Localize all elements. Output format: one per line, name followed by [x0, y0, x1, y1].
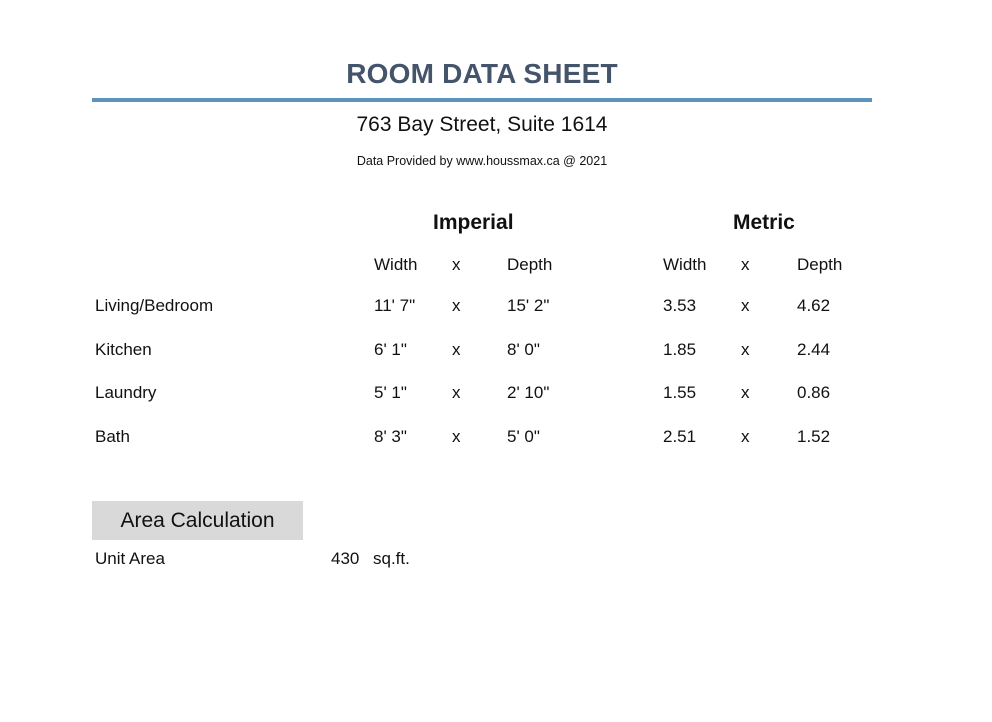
imperial-width: 11' 7": [374, 296, 416, 315]
imperial-heading: Imperial: [433, 211, 514, 234]
imperial-depth: 15' 2": [507, 296, 550, 315]
metric-times: x: [741, 383, 750, 402]
metric-width-header: Width: [663, 255, 707, 274]
metric-times: x: [741, 296, 750, 315]
unit-area-unit: sq.ft.: [373, 549, 410, 568]
page-title: ROOM DATA SHEET: [346, 58, 618, 89]
unit-area-label: Unit Area: [95, 549, 165, 568]
metric-heading: Metric: [733, 211, 795, 234]
imperial-depth: 2' 10": [507, 383, 550, 402]
imperial-times-header: x: [452, 255, 461, 274]
imperial-times: x: [452, 340, 461, 359]
imperial-depth: 8' 0": [507, 340, 540, 359]
data-provider-note: Data Provided by www.houssmax.ca @ 2021: [356, 154, 608, 168]
metric-depth: 2.44: [797, 340, 831, 359]
metric-depth-header: Depth: [797, 255, 843, 274]
imperial-times: x: [452, 296, 461, 315]
room-name: Laundry: [95, 383, 157, 402]
metric-depth: 0.86: [797, 383, 831, 402]
title-divider: [92, 98, 872, 102]
metric-width: 1.55: [663, 383, 697, 402]
room-name: Kitchen: [95, 340, 152, 359]
room-name: Bath: [95, 427, 130, 446]
unit-area-value: 430: [331, 549, 360, 568]
address: 763 Bay Street, Suite 1614: [356, 113, 608, 136]
metric-width: 3.53: [663, 296, 697, 315]
imperial-depth: 5' 0": [507, 427, 540, 446]
area-calculation-heading: Area Calculation: [92, 501, 303, 540]
metric-width: 1.85: [663, 340, 697, 359]
imperial-width-header: Width: [374, 255, 418, 274]
metric-times: x: [741, 340, 750, 359]
imperial-times: x: [452, 427, 461, 446]
imperial-width: 6' 1": [374, 340, 407, 359]
metric-width: 2.51: [663, 427, 697, 446]
metric-times-header: x: [741, 255, 750, 274]
room-name: Living/Bedroom: [95, 296, 214, 315]
imperial-width: 5' 1": [374, 383, 407, 402]
imperial-times: x: [452, 383, 461, 402]
imperial-depth-header: Depth: [507, 255, 553, 274]
metric-times: x: [741, 427, 750, 446]
metric-depth: 4.62: [797, 296, 831, 315]
imperial-width: 8' 3": [374, 427, 407, 446]
metric-depth: 1.52: [797, 427, 831, 446]
